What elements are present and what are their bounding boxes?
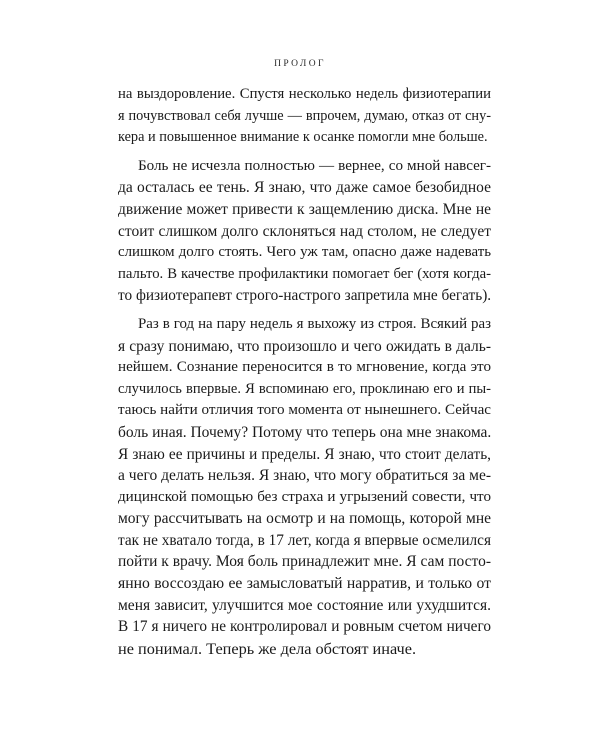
text-line: меня зависит, улучшится мое состояние или ухудшится. [118,596,491,614]
body-text [118,84,491,659]
text-line: стоит слишком долго склоняться над столом, не следует [118,222,491,240]
text-line: дицинской помощью без страха и угрызений совести, что [118,488,491,505]
paragraph-2 [118,156,491,307]
running-head: ПРОЛОГ [274,59,326,69]
text-line: таюсь найти отличия того момента от нынешнего. Сейчас [118,402,491,419]
text-line: движение может привести к защемлению диска. Мне не [118,200,491,218]
text-line: я сразу понимаю, что произошло и чего ожидать в даль- [118,337,491,355]
text-line: слишком долго стоять. Чего уж там, опасно даже надевать [118,244,491,261]
text-line: да осталась ее тень. Я знаю, что даже самое безобидное [118,179,491,197]
text-line: то физиотерапевт строго-настрого запретила мне бегать). [118,287,492,305]
text-line: так не хватало тогда, в 17 лет, когда я впервые осмелился [118,531,491,549]
text-line: кера и повышенное внимание к осанке помогли мне больше. [118,129,488,146]
text-line: я почувствовал себя лучше — впрочем, думаю, отказ от сну- [118,107,491,124]
text-line: янно воссоздаю ее замысловатый нарратив, и только от [118,575,491,593]
text-line: Раз в год на пару недель я выхожу из строя. Всякий раз [138,315,491,332]
text-line: могу рассчитывать на осмотр и на помощь, которой мне [118,510,491,528]
text-line: пальто. В качестве профилактики помогает бег (хотя когда- [118,265,491,282]
text-line: боль иная. Почему? Потому что теперь она мне знакома. [118,423,492,441]
text-line: не понимал. Теперь же дела обстоят иначе. [118,638,417,658]
text-line: Я знаю ее причины и пределы. Я знаю, что стоит делать, [118,445,491,463]
text-line: случилось впервые. Я вспоминаю его, проклинаю его и пы- [118,380,491,397]
text-line: а чего делать нельзя. Я знаю, что могу обратиться за ме- [118,467,491,485]
text-line: нейшем. Сознание переносится в то мгновение, когда это [118,359,491,376]
text-line: пойти к врачу. Моя боль принадлежит мне. Я сам посто- [118,553,491,571]
paragraph-3 [118,314,491,660]
text-line: В 17 я ничего не контролировал и ровным счетом ничего [118,618,491,636]
text-line: Боль не исчезла полностью — вернее, со мной навсег- [138,157,491,174]
text-line: на выздоровление. Спустя несколько недель физиотерапии [118,86,491,102]
paragraph-1 [118,84,491,149]
